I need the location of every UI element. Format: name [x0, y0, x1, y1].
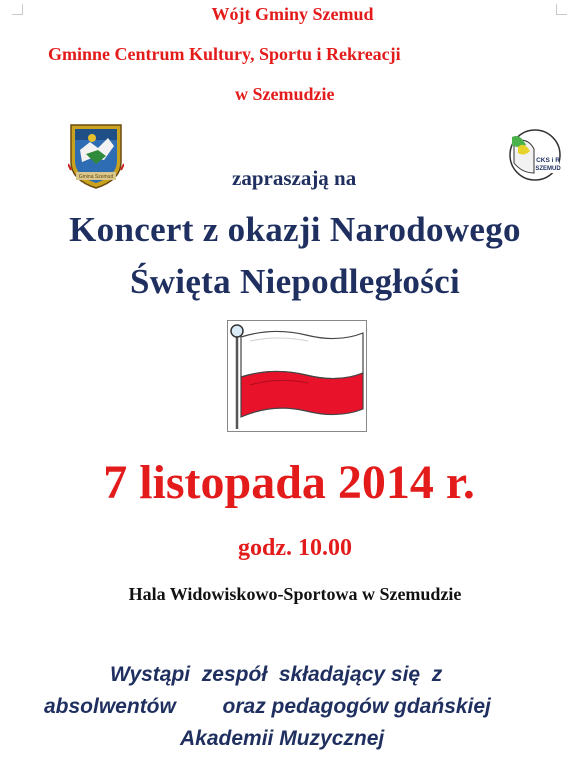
gmina-szemud-coat-of-arms-icon — [68, 120, 124, 190]
concert-title-line2: Święta Niepodległości — [129, 262, 461, 301]
performers-line3: Akademii Muzycznej — [180, 727, 385, 750]
event-date: 7 listopada 2014 r. — [103, 456, 475, 509]
logo-text-cksir: CKS i R — [536, 157, 560, 164]
header-institution: Gminne Centrum Kultury, Sportu i Rekreacji — [48, 44, 401, 64]
invitation-text: zapraszają na — [232, 166, 357, 190]
concert-title-line1: Koncert z okazji Narodowego — [69, 210, 521, 249]
logo-text-szemud: SZEMUD — [535, 166, 561, 172]
performers-line1: Wystąpi zespół składający się z — [110, 663, 443, 686]
event-time: godz. 10.00 — [238, 535, 352, 561]
emblem-caption: Gmina Szemud — [78, 174, 114, 180]
gcksir-logo-icon — [508, 127, 562, 183]
header-organizer: Wójt Gminy Szemud — [211, 4, 374, 24]
polish-flag-icon — [227, 320, 367, 432]
event-venue: Hala Widowiskowo-Sportowa w Szemudzie — [128, 584, 462, 604]
header-location: w Szemudzie — [235, 84, 335, 104]
performers-line2: absolwentów oraz pedagogów gdańskiej — [44, 695, 491, 718]
